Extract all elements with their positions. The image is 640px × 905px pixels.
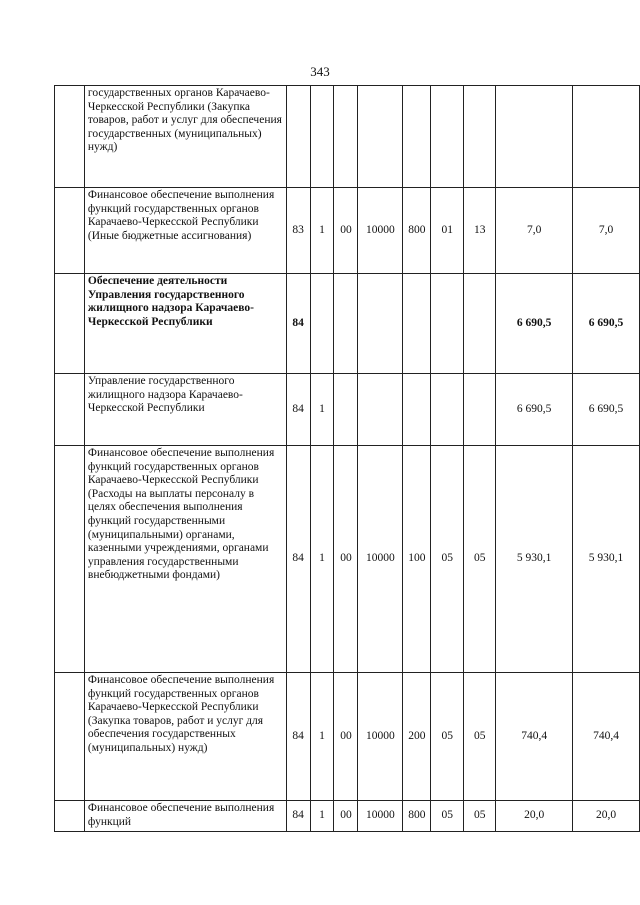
- amount-cell: 7,0: [573, 188, 640, 274]
- code-cell: [358, 374, 403, 446]
- code-cell: 84: [286, 374, 310, 446]
- code-cell: [464, 86, 496, 188]
- code-cell: 84: [286, 673, 310, 801]
- code-cell: 84: [286, 446, 310, 673]
- budget-table: [54, 85, 640, 832]
- amount-cell: 5 930,1: [573, 446, 640, 673]
- row-name: Обеспечение деятельности Управления государственного жилищного надзора Карачаево-Черкесской Республики: [84, 274, 286, 374]
- table-row: [55, 446, 640, 673]
- code-cell: [310, 274, 334, 374]
- blank-cell: [55, 374, 85, 446]
- page-number: 343: [310, 64, 330, 79]
- amount-cell: 5 930,1: [496, 446, 573, 673]
- table-row: [55, 801, 640, 832]
- amount-cell: [573, 86, 640, 188]
- code-cell: 84: [286, 801, 310, 832]
- amount-cell: 740,4: [573, 673, 640, 801]
- code-cell: 1: [310, 374, 334, 446]
- code-cell: [310, 86, 334, 188]
- amount-cell: 6 690,5: [496, 274, 573, 374]
- amount-cell: 20,0: [496, 801, 573, 832]
- code-cell: 84: [286, 274, 310, 374]
- code-cell: 100: [403, 446, 431, 673]
- code-cell: [334, 274, 358, 374]
- code-cell: [431, 374, 464, 446]
- code-cell: 05: [431, 446, 464, 673]
- amount-cell: 6 690,5: [496, 374, 573, 446]
- code-cell: [403, 86, 431, 188]
- table-row: [55, 374, 640, 446]
- code-cell: 13: [464, 188, 496, 274]
- code-cell: [358, 86, 403, 188]
- code-cell: 05: [464, 446, 496, 673]
- code-cell: 05: [464, 801, 496, 832]
- code-cell: 1: [310, 446, 334, 673]
- code-cell: 05: [464, 673, 496, 801]
- code-cell: [403, 374, 431, 446]
- code-cell: 05: [431, 673, 464, 801]
- code-cell: 10000: [358, 188, 403, 274]
- code-cell: [286, 86, 310, 188]
- table-row: [55, 274, 640, 374]
- code-cell: [358, 274, 403, 374]
- amount-cell: [496, 86, 573, 188]
- code-cell: 10000: [358, 446, 403, 673]
- code-cell: 00: [334, 801, 358, 832]
- table-row: [55, 86, 640, 188]
- amount-cell: 6 690,5: [573, 274, 640, 374]
- blank-cell: [55, 274, 85, 374]
- row-name: Финансовое обеспечение выполнения функций государственных органов Карачаево-Черкесской Республики (Расходы на выплаты персоналу в целях обеспечения выполнения функций государственными (муниципальными) органами, казенными учреждениями, органами управления государственными внебюджетными фондами): [84, 446, 286, 673]
- code-cell: 05: [431, 801, 464, 832]
- code-cell: 800: [403, 801, 431, 832]
- code-cell: [464, 374, 496, 446]
- code-cell: [431, 86, 464, 188]
- table-row: [55, 188, 640, 274]
- code-cell: 800: [403, 188, 431, 274]
- code-cell: 01: [431, 188, 464, 274]
- row-name: Управление государственного жилищного надзора Карачаево-Черкесской Республики: [84, 374, 286, 446]
- blank-cell: [55, 446, 85, 673]
- row-name: государственных органов Карачаево-Черкесской Республики (Закупка товаров, работ и услуг для обеспечения государственных (муниципальных) нужд): [84, 86, 286, 188]
- code-cell: [464, 274, 496, 374]
- amount-cell: 740,4: [496, 673, 573, 801]
- row-name: Финансовое обеспечение выполнения функций государственных органов Карачаево-Черкесской Республики (Иные бюджетные ассигнования): [84, 188, 286, 274]
- code-cell: [431, 274, 464, 374]
- code-cell: 10000: [358, 673, 403, 801]
- code-cell: [403, 274, 431, 374]
- code-cell: 10000: [358, 801, 403, 832]
- blank-cell: [55, 188, 85, 274]
- code-cell: 1: [310, 188, 334, 274]
- amount-cell: 7,0: [496, 188, 573, 274]
- row-name: Финансовое обеспечение выполнения функций государственных органов Карачаево-Черкесской Республики (Закупка товаров, работ и услуг для обеспечения государственных (муниципальных) нужд): [84, 673, 286, 801]
- code-cell: 200: [403, 673, 431, 801]
- code-cell: [334, 86, 358, 188]
- code-cell: 83: [286, 188, 310, 274]
- row-name: Финансовое обеспечение выполнения функций: [84, 801, 286, 832]
- table-row: [55, 673, 640, 801]
- code-cell: 1: [310, 673, 334, 801]
- code-cell: [334, 374, 358, 446]
- blank-cell: [55, 801, 85, 832]
- amount-cell: 20,0: [573, 801, 640, 832]
- blank-cell: [55, 86, 85, 188]
- blank-cell: [55, 673, 85, 801]
- code-cell: 00: [334, 673, 358, 801]
- code-cell: 00: [334, 446, 358, 673]
- amount-cell: 6 690,5: [573, 374, 640, 446]
- code-cell: 1: [310, 801, 334, 832]
- code-cell: 00: [334, 188, 358, 274]
